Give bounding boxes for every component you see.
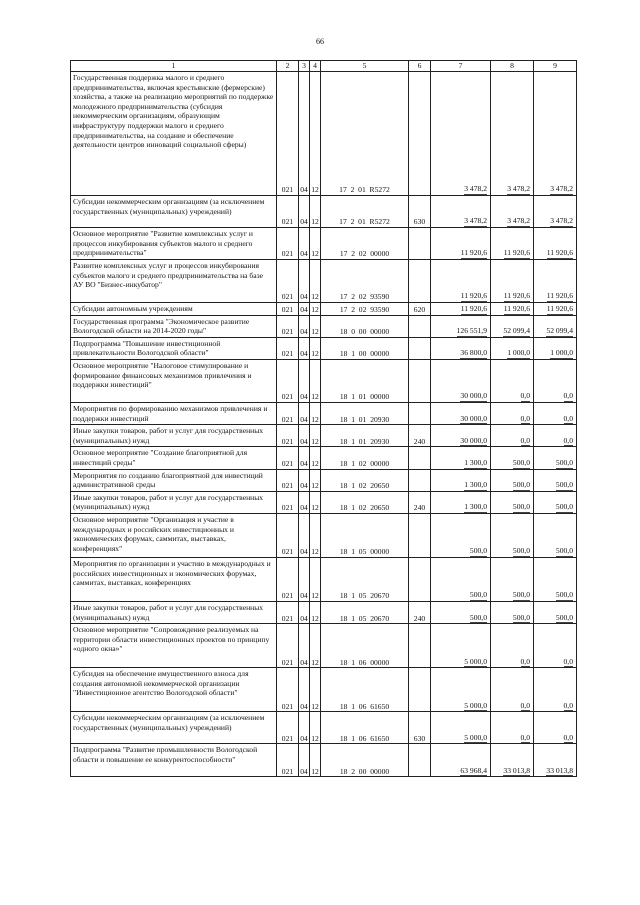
column-header: 6	[409, 61, 431, 72]
amount-value: 500,0	[469, 546, 487, 556]
cell-target-article: 17 2 01 R5272	[321, 196, 409, 228]
amount-value: 500,0	[469, 612, 487, 622]
table-row	[71, 447, 577, 469]
cell-subsection: 12	[310, 196, 321, 228]
cell-amount-year1	[431, 315, 491, 337]
table-row	[71, 744, 577, 777]
cell-amount-year1	[431, 601, 491, 623]
cell-target-article: 18 1 05 20670	[321, 557, 409, 601]
amount-value: 63 968,4	[460, 765, 487, 775]
cell-amount-year1	[431, 260, 491, 303]
cell-subsection: 12	[310, 744, 321, 777]
table-row	[71, 402, 577, 424]
row-name-cell: Государственная программа "Экономическое развитие Вологодской области на 2014-2020 годы"	[71, 315, 277, 337]
table-row	[71, 337, 577, 359]
amount-value: 1 000,0	[507, 348, 530, 358]
cell-amount-year2	[491, 72, 534, 196]
cell-section: 04	[299, 447, 310, 469]
cell-expense-type	[409, 744, 431, 777]
table-row	[71, 557, 577, 601]
cell-amount-year2	[491, 624, 534, 668]
cell-amount-year1	[431, 402, 491, 424]
amount-value: 0,0	[563, 732, 573, 742]
row-name-cell: Основное мероприятие "Сопровождение реализуемых на территории области инвестиционных проектов по принципу «одного окна»"	[71, 624, 277, 668]
amount-value: 1 000,0	[550, 348, 573, 358]
row-name-cell: Основное мероприятие "Создание благоприятной для инвестиций среды"	[71, 447, 277, 469]
cell-amount-year2	[491, 469, 534, 491]
amount-value: 33 013,8	[503, 765, 530, 775]
cell-subsection: 12	[310, 425, 321, 447]
cell-subsection: 12	[310, 337, 321, 359]
cell-section: 04	[299, 196, 310, 228]
amount-value: 1 300,0	[464, 502, 487, 512]
cell-expense-type	[409, 359, 431, 402]
table-row	[71, 72, 577, 196]
cell-code-admin: 021	[277, 72, 299, 196]
cell-amount-year3	[534, 425, 577, 447]
cell-expense-type: 630	[409, 196, 431, 228]
amount-value: 0,0	[520, 656, 530, 666]
amount-value: 0,0	[563, 656, 573, 666]
cell-expense-type	[409, 337, 431, 359]
cell-section: 04	[299, 359, 310, 402]
amount-value: 500,0	[512, 457, 530, 467]
amount-value: 500,0	[555, 590, 573, 600]
budget-table	[70, 60, 577, 777]
table-row	[71, 315, 577, 337]
cell-amount-year2	[491, 260, 534, 303]
amount-value: 11 920,6	[503, 304, 530, 313]
cell-amount-year1	[431, 359, 491, 402]
cell-expense-type	[409, 228, 431, 260]
cell-target-article: 18 1 02 20650	[321, 469, 409, 491]
cell-code-admin: 021	[277, 668, 299, 712]
table-body	[71, 61, 577, 777]
table-row	[71, 359, 577, 402]
cell-amount-year3	[534, 624, 577, 668]
cell-code-admin: 021	[277, 744, 299, 777]
cell-code-admin: 021	[277, 712, 299, 744]
amount-value: 3 478,2	[550, 184, 573, 194]
cell-expense-type	[409, 315, 431, 337]
cell-code-admin: 021	[277, 303, 299, 316]
cell-code-admin: 021	[277, 601, 299, 623]
column-header: 3	[299, 61, 310, 72]
cell-expense-type: 240	[409, 425, 431, 447]
cell-subsection: 12	[310, 402, 321, 424]
cell-expense-type	[409, 513, 431, 557]
amount-value: 11 920,6	[503, 291, 530, 301]
amount-value: 11 920,6	[503, 248, 530, 258]
cell-target-article: 17 2 02 00000	[321, 228, 409, 260]
cell-amount-year3	[534, 315, 577, 337]
amount-value: 500,0	[512, 480, 530, 490]
amount-value: 500,0	[555, 457, 573, 467]
cell-subsection: 12	[310, 469, 321, 491]
cell-target-article: 18 1 06 00000	[321, 624, 409, 668]
amount-value: 3 478,2	[464, 184, 487, 194]
cell-subsection: 12	[310, 447, 321, 469]
row-name-cell: Субсидии некоммерческим организациям (за исключением государственных (муниципальных) учреждений)	[71, 712, 277, 744]
cell-amount-year2	[491, 228, 534, 260]
cell-code-admin: 021	[277, 260, 299, 303]
cell-code-admin: 021	[277, 402, 299, 424]
cell-code-admin: 021	[277, 228, 299, 260]
amount-value: 11 920,6	[546, 248, 573, 258]
cell-expense-type: 620	[409, 303, 431, 316]
cell-section: 04	[299, 624, 310, 668]
row-name-cell: Основное мероприятие "Организация и участие в международных и российских инвестиционных и экономических форумах, саммитах, выставках, конференциях"	[71, 513, 277, 557]
cell-amount-year2	[491, 303, 534, 316]
cell-expense-type	[409, 447, 431, 469]
cell-target-article: 18 2 00 00000	[321, 744, 409, 777]
cell-section: 04	[299, 402, 310, 424]
cell-target-article: 18 1 01 20930	[321, 425, 409, 447]
table-row	[71, 624, 577, 668]
cell-section: 04	[299, 557, 310, 601]
table-row	[71, 196, 577, 228]
table-row	[71, 491, 577, 513]
amount-value: 30 000,0	[460, 413, 487, 423]
amount-value: 1 300,0	[464, 457, 487, 467]
row-name-cell: Подпрограмма "Повышение инвестиционной привлекательности Вологодской области"	[71, 337, 277, 359]
row-name-cell: Основное мероприятие "Развитие комплексных услуг и процессов инкубирования субъектов малого и среднего предпринимательства"	[71, 228, 277, 260]
amount-value: 3 478,2	[464, 216, 487, 226]
cell-code-admin: 021	[277, 491, 299, 513]
amount-value: 1 300,0	[464, 480, 487, 490]
cell-expense-type	[409, 260, 431, 303]
cell-code-admin: 021	[277, 624, 299, 668]
amount-value: 30 000,0	[460, 391, 487, 401]
cell-amount-year1	[431, 72, 491, 196]
cell-section: 04	[299, 469, 310, 491]
cell-target-article: 18 1 02 00000	[321, 447, 409, 469]
amount-value: 11 920,6	[460, 248, 487, 258]
table-row	[71, 260, 577, 303]
amount-value: 3 478,2	[507, 184, 530, 194]
amount-value: 500,0	[555, 480, 573, 490]
amount-value: 0,0	[520, 732, 530, 742]
cell-amount-year3	[534, 402, 577, 424]
cell-amount-year3	[534, 447, 577, 469]
cell-amount-year2	[491, 337, 534, 359]
row-name-cell: Мероприятия по формированию механизмов привлечения и поддержки инвестиций	[71, 402, 277, 424]
cell-subsection: 12	[310, 260, 321, 303]
cell-amount-year1	[431, 513, 491, 557]
cell-amount-year3	[534, 601, 577, 623]
cell-code-admin: 021	[277, 196, 299, 228]
column-header: 9	[534, 61, 577, 72]
amount-value: 0,0	[520, 413, 530, 423]
cell-target-article: 17 2 02 93590	[321, 260, 409, 303]
row-name-cell: Субсидия на обеспечение имущественного взноса для создания автономной некоммерческой организации "Инвестиционное агентство Вологодской области"	[71, 668, 277, 712]
cell-amount-year2	[491, 402, 534, 424]
column-header: 7	[431, 61, 491, 72]
amount-value: 5 000,0	[464, 732, 487, 742]
amount-value: 500,0	[469, 590, 487, 600]
cell-target-article: 18 1 00 00000	[321, 337, 409, 359]
amount-value: 500,0	[555, 502, 573, 512]
row-name-cell: Иные закупки товаров, работ и услуг для государственных (муниципальных) нужд	[71, 601, 277, 623]
cell-subsection: 12	[310, 491, 321, 513]
amount-value: 500,0	[555, 612, 573, 622]
cell-subsection: 12	[310, 668, 321, 712]
cell-subsection: 12	[310, 513, 321, 557]
amount-value: 3 478,2	[550, 216, 573, 226]
cell-amount-year3	[534, 303, 577, 316]
cell-amount-year2	[491, 601, 534, 623]
amount-value: 500,0	[512, 546, 530, 556]
amount-value: 126 551,9	[456, 326, 487, 336]
table-row	[71, 425, 577, 447]
cell-amount-year1	[431, 425, 491, 447]
amount-value: 0,0	[520, 391, 530, 401]
cell-code-admin: 021	[277, 315, 299, 337]
row-name-cell: Субсидии некоммерческим организациям (за исключением государственных (муниципальных) учреждений)	[71, 196, 277, 228]
cell-amount-year1	[431, 491, 491, 513]
table-row	[71, 668, 577, 712]
cell-section: 04	[299, 315, 310, 337]
table-row	[71, 513, 577, 557]
cell-amount-year2	[491, 315, 534, 337]
cell-subsection: 12	[310, 72, 321, 196]
cell-section: 04	[299, 491, 310, 513]
amount-value: 11 920,6	[546, 304, 573, 313]
cell-amount-year2	[491, 447, 534, 469]
cell-expense-type: 240	[409, 491, 431, 513]
row-name-cell: Иные закупки товаров, работ и услуг для государственных (муниципальных) нужд	[71, 491, 277, 513]
cell-amount-year2	[491, 712, 534, 744]
amount-value: 0,0	[563, 435, 573, 445]
amount-value: 500,0	[555, 546, 573, 556]
cell-amount-year1	[431, 557, 491, 601]
amount-value: 30 000,0	[460, 435, 487, 445]
cell-subsection: 12	[310, 557, 321, 601]
cell-amount-year3	[534, 228, 577, 260]
cell-expense-type	[409, 557, 431, 601]
amount-value: 52 099,4	[546, 326, 573, 336]
cell-amount-year2	[491, 196, 534, 228]
cell-amount-year2	[491, 513, 534, 557]
table-row	[71, 228, 577, 260]
cell-amount-year1	[431, 624, 491, 668]
cell-section: 04	[299, 228, 310, 260]
cell-subsection: 12	[310, 601, 321, 623]
table-row	[71, 303, 577, 316]
table-row	[71, 469, 577, 491]
cell-amount-year2	[491, 491, 534, 513]
cell-amount-year2	[491, 668, 534, 712]
cell-target-article: 18 1 01 00000	[321, 359, 409, 402]
cell-amount-year1	[431, 228, 491, 260]
cell-amount-year1	[431, 712, 491, 744]
cell-target-article: 18 1 06 61650	[321, 668, 409, 712]
amount-value: 11 920,6	[460, 304, 487, 313]
cell-amount-year2	[491, 425, 534, 447]
cell-expense-type	[409, 72, 431, 196]
cell-amount-year3	[534, 513, 577, 557]
cell-subsection: 12	[310, 624, 321, 668]
cell-section: 04	[299, 712, 310, 744]
cell-expense-type	[409, 668, 431, 712]
cell-amount-year1	[431, 744, 491, 777]
cell-code-admin: 021	[277, 359, 299, 402]
cell-section: 04	[299, 260, 310, 303]
cell-amount-year3	[534, 712, 577, 744]
cell-target-article: 18 1 06 61650	[321, 712, 409, 744]
row-name-cell: Подпрограмма "Развитие промышленности Вологодской области и повышение ее конкурентоспособности"	[71, 744, 277, 777]
cell-section: 04	[299, 668, 310, 712]
column-header: 8	[491, 61, 534, 72]
cell-subsection: 12	[310, 712, 321, 744]
cell-section: 04	[299, 337, 310, 359]
cell-amount-year1	[431, 469, 491, 491]
table-row	[71, 712, 577, 744]
amount-value: 500,0	[512, 612, 530, 622]
cell-expense-type	[409, 402, 431, 424]
amount-value: 0,0	[520, 700, 530, 710]
cell-amount-year3	[534, 744, 577, 777]
row-name-cell: Субсидии автономным учреждениям	[71, 303, 277, 316]
cell-target-article: 17 2 01 R5272	[321, 72, 409, 196]
cell-target-article: 18 1 01 20930	[321, 402, 409, 424]
cell-section: 04	[299, 513, 310, 557]
cell-expense-type: 630	[409, 712, 431, 744]
cell-amount-year3	[534, 491, 577, 513]
cell-section: 04	[299, 303, 310, 316]
amount-value: 5 000,0	[464, 656, 487, 666]
amount-value: 36 800,0	[460, 348, 487, 358]
cell-amount-year1	[431, 303, 491, 316]
amount-value: 500,0	[512, 590, 530, 600]
table-row	[71, 601, 577, 623]
amount-value: 52 099,4	[503, 326, 530, 336]
amount-value: 11 920,6	[546, 291, 573, 301]
row-name-cell: Государственная поддержка малого и среднего предпринимательства, включая крестьянские (фермерские) хозяйства, а также на реализацию мероприятий по поддержке молодежного предпринимательства (субсидия некоммерческим организациям, образующим инфраструктуру поддержки малого и среднего предпринимательства, на создание и обеспечение деятельности центров инноваций социальной сферы)	[71, 72, 277, 196]
amount-value: 0,0	[563, 700, 573, 710]
cell-code-admin: 021	[277, 513, 299, 557]
cell-amount-year3	[534, 72, 577, 196]
cell-subsection: 12	[310, 303, 321, 316]
row-name-cell: Мероприятия по созданию благоприятной для инвестиций административной среды	[71, 469, 277, 491]
cell-target-article: 17 2 02 93590	[321, 303, 409, 316]
amount-value: 500,0	[512, 502, 530, 512]
cell-expense-type	[409, 624, 431, 668]
cell-expense-type	[409, 469, 431, 491]
cell-target-article: 18 1 02 20650	[321, 491, 409, 513]
cell-target-article: 18 1 05 00000	[321, 513, 409, 557]
cell-amount-year2	[491, 557, 534, 601]
row-name-cell: Мероприятия по организации и участию в международных и российских инвестиционных и экономических форумах, саммитах, выставках, конференциях	[71, 557, 277, 601]
table-header-row	[71, 61, 577, 72]
page-number: 66	[316, 37, 324, 46]
cell-subsection: 12	[310, 228, 321, 260]
amount-value: 0,0	[563, 413, 573, 423]
cell-amount-year3	[534, 469, 577, 491]
cell-amount-year2	[491, 744, 534, 777]
cell-code-admin: 021	[277, 447, 299, 469]
cell-code-admin: 021	[277, 425, 299, 447]
amount-value: 3 478,2	[507, 216, 530, 226]
cell-code-admin: 021	[277, 337, 299, 359]
cell-code-admin: 021	[277, 557, 299, 601]
cell-section: 04	[299, 72, 310, 196]
cell-amount-year3	[534, 668, 577, 712]
row-name-cell: Основное мероприятие "Налоговое стимулирование и формирование финансовых механизмов привлечения и поддержки инвестиций"	[71, 359, 277, 402]
cell-subsection: 12	[310, 359, 321, 402]
amount-value: 5 000,0	[464, 700, 487, 710]
column-header: 4	[310, 61, 321, 72]
cell-amount-year3	[534, 557, 577, 601]
cell-amount-year1	[431, 337, 491, 359]
cell-amount-year3	[534, 196, 577, 228]
cell-amount-year1	[431, 447, 491, 469]
cell-expense-type: 240	[409, 601, 431, 623]
amount-value: 11 920,6	[460, 291, 487, 301]
cell-section: 04	[299, 744, 310, 777]
amount-value: 33 013,8	[546, 765, 573, 775]
cell-subsection: 12	[310, 315, 321, 337]
amount-value: 0,0	[563, 391, 573, 401]
cell-amount-year3	[534, 337, 577, 359]
cell-amount-year1	[431, 668, 491, 712]
cell-amount-year2	[491, 359, 534, 402]
cell-amount-year3	[534, 359, 577, 402]
cell-section: 04	[299, 425, 310, 447]
column-header: 5	[321, 61, 409, 72]
row-name-cell: Развитие комплексных услуг и процессов инкубирования субъектов малого и среднего предпринимательства на базе АУ ВО "Бизнес-инкубатор"	[71, 260, 277, 303]
cell-code-admin: 021	[277, 469, 299, 491]
cell-section: 04	[299, 601, 310, 623]
cell-target-article: 18 0 00 00000	[321, 315, 409, 337]
column-header: 2	[277, 61, 299, 72]
column-header: 1	[71, 61, 277, 72]
cell-target-article: 18 1 05 20670	[321, 601, 409, 623]
amount-value: 0,0	[520, 435, 530, 445]
row-name-cell: Иные закупки товаров, работ и услуг для государственных (муниципальных) нужд	[71, 425, 277, 447]
cell-amount-year1	[431, 196, 491, 228]
cell-amount-year3	[534, 260, 577, 303]
